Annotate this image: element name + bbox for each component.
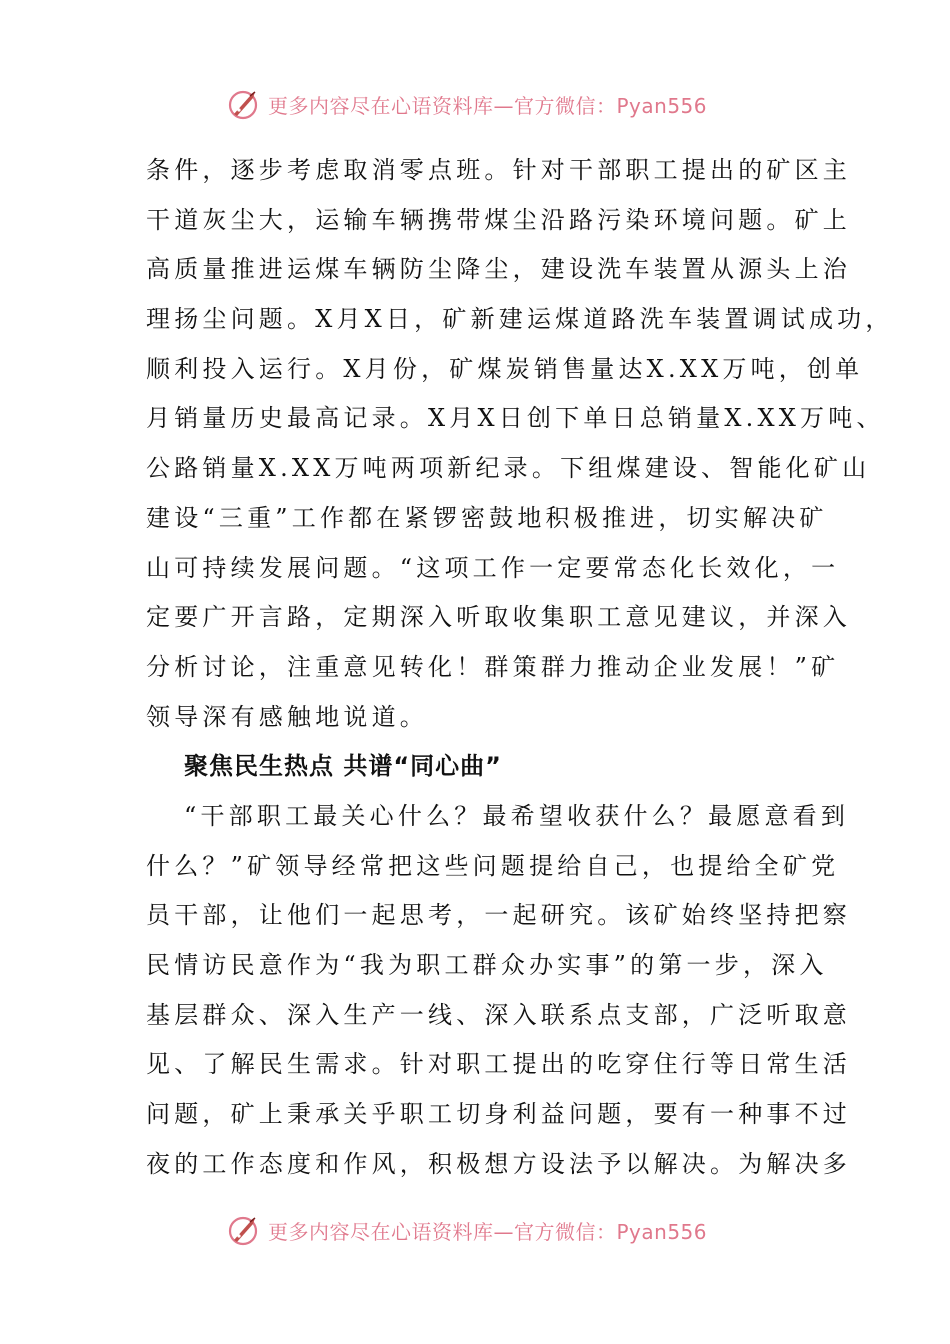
text-line: 领导深有感触地说道。 xyxy=(146,702,428,731)
footer-watermark xyxy=(226,1210,707,1250)
section-heading: 聚焦民生热点 共谱“同心曲” xyxy=(184,752,502,781)
text-line: 夜的工作态度和作风，积极想方设法予以解决。为解决多 xyxy=(146,1149,851,1178)
watermark-text: 更多内容尽在心语资料库—官方微信：Pyan556 xyxy=(268,1219,708,1244)
pen-nib-circle-logo-icon xyxy=(226,86,262,122)
text-line: 建设“三重”工作都在紧锣密鼓地积极推进，切实解决矿 xyxy=(146,503,828,532)
text-line: 员干部，让他们一起思考，一起研究。该矿始终坚持把察 xyxy=(146,901,851,930)
text-line: 高质量推进运煤车辆防尘降尘，建设洗车装置从源头上治 xyxy=(146,255,851,284)
article-body xyxy=(146,146,894,1189)
text-line: 理扬尘问题。X月X日，矿新建运煤道路洗车装置调试成功， xyxy=(146,305,894,334)
text-line: 月销量历史最高记录。X月X日创下单日总销量X.XX万吨、 xyxy=(146,404,885,433)
text-line: 什么？”矿领导经常把这些问题提给自己，也提给全矿党 xyxy=(146,851,840,880)
text-line: 基层群众、深入生产一线、深入联系点支部，广泛听取意 xyxy=(146,1000,851,1029)
text-line: 定要广开言路，定期深入听取收集职工意见建议，并深入 xyxy=(146,603,851,632)
text-line: 见、了解民生需求。针对职工提出的吃穿住行等日常生活 xyxy=(146,1050,851,1079)
text-line: 民情访民意作为“我为职工群众办实事”的第一步，深入 xyxy=(146,951,828,979)
text-line: 问题，矿上秉承关乎职工切身利益问题，要有一种事不过 xyxy=(146,1100,851,1129)
header-watermark xyxy=(226,84,707,124)
watermark-text: 更多内容尽在心语资料库—官方微信：Pyan556 xyxy=(268,93,708,118)
text-line: 山可持续发展问题。“这项工作一定要常态化长效化，一 xyxy=(146,553,840,582)
text-line: “干部职工最关心什么？最希望收获什么？最愿意看到 xyxy=(184,801,850,830)
text-line: 分析讨论，注重意见转化！群策群力推动企业发展！”矿 xyxy=(146,652,840,681)
pen-nib-circle-logo-icon xyxy=(226,1212,262,1248)
text-line: 条件，逐步考虑取消零点班。针对干部职工提出的矿区主 xyxy=(146,156,851,184)
text-line: 顺利投入运行。X月份，矿煤炭销售量达X.XX万吨，创单 xyxy=(146,354,864,383)
text-line: 公路销量X.XX万吨两项新纪录。下组煤建设、智能化矿山 xyxy=(146,454,871,483)
text-line: 干道灰尘大，运输车辆携带煤尘沿路污染环境问题。矿上 xyxy=(146,205,851,234)
